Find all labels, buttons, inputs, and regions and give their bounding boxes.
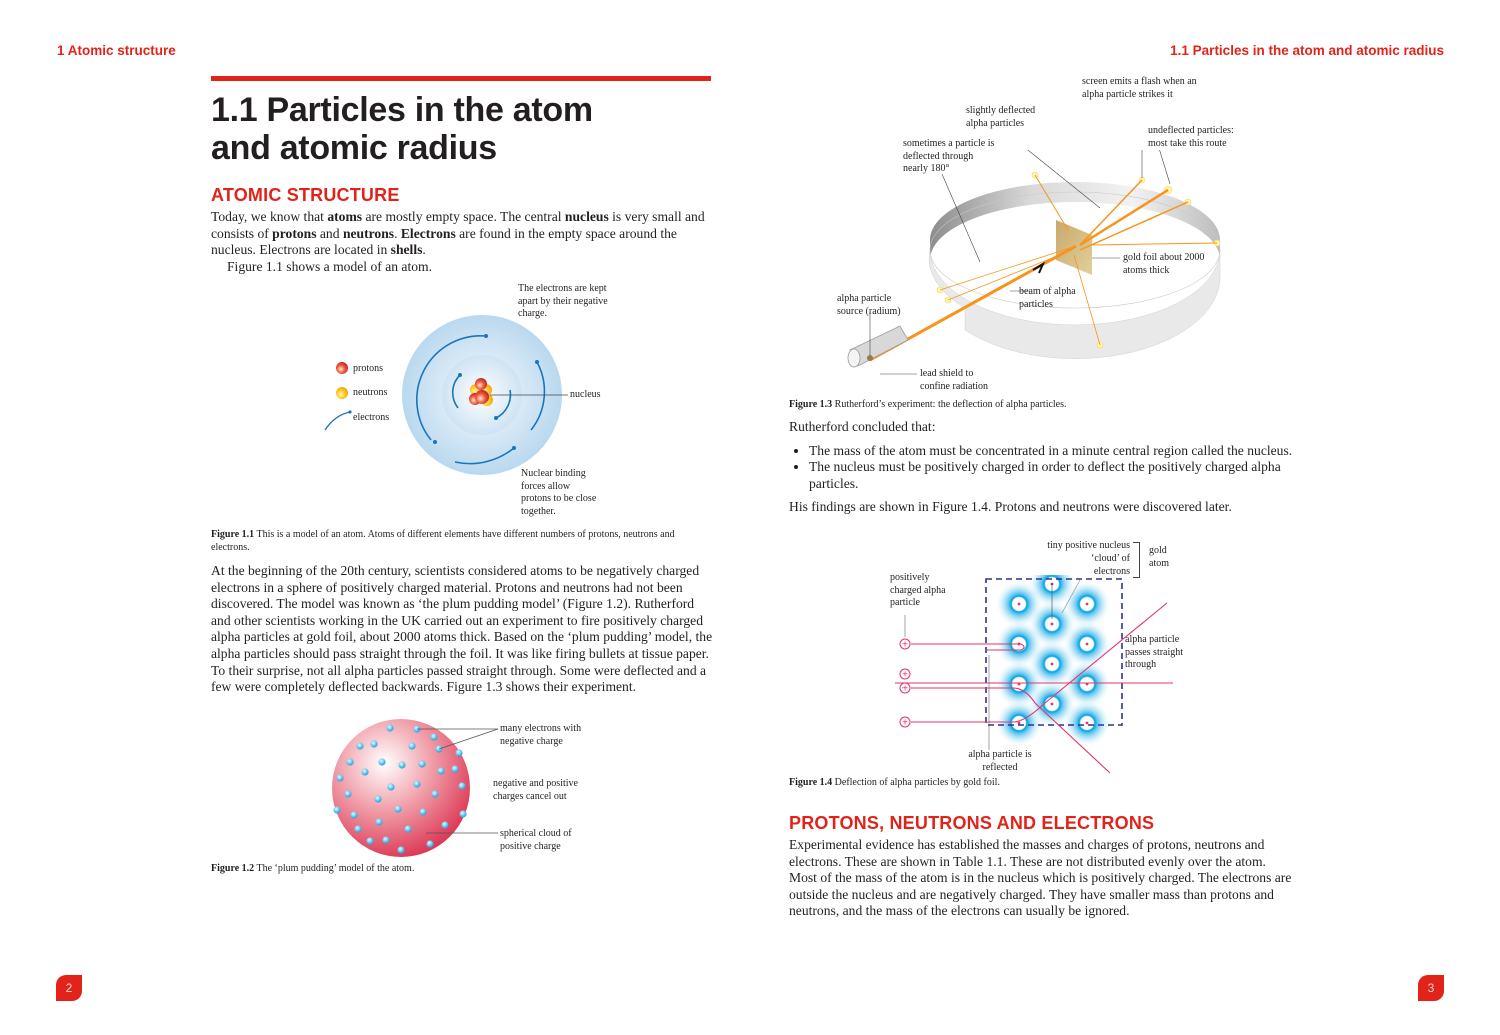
- figure-1-2-plum-pudding-diagram: [320, 712, 500, 862]
- label-source: alpha particle source (radium): [837, 293, 901, 317]
- radium-source: [867, 355, 873, 361]
- caption-number: Figure 1.1: [211, 529, 255, 540]
- electron-dot: [397, 846, 404, 853]
- figure-1-1-caption: [211, 528, 711, 554]
- electron-dot: [430, 733, 437, 740]
- text: are found in the empty space around the nucleus. Electrons are located in: [211, 225, 677, 258]
- label-electron-cloud: ‘cloud’ of electrons: [1091, 553, 1130, 577]
- conclusion-item: • The nucleus must be positively charged in order to deflect the positively charged alpha particles.: [809, 459, 1299, 492]
- section-heading-atomic-structure: ATOMIC STRUCTURE: [211, 185, 400, 205]
- concluded-text: Rutherford concluded that:: [789, 419, 936, 434]
- electron-dot: [398, 761, 405, 768]
- label-alpha-particle: positively charged alpha particle: [890, 572, 946, 609]
- protons-paragraph: Experimental evidence has established the masses and charges of protons, neutrons and electrons. These are shown in Table 1.1. These are not distributed evenly over the atom. Most of the mass of the atom is in the nucleus which is positively charged. The electrons are outside the nucleus and are negatively charged. They have smaller mass than protons and neutrons, and the mass of the electrons can usually be ignored.: [789, 837, 1292, 919]
- electron: [484, 334, 488, 338]
- text: .: [394, 225, 401, 241]
- label-binding-forces: Nuclear binding forces allow protons to be close together.: [521, 468, 597, 517]
- electron-dot: [413, 780, 420, 787]
- gold-atom-bracket: [1133, 542, 1140, 578]
- label-deflected-180: sometimes a particle is deflected through nearly 180°: [903, 138, 995, 175]
- label-screen-flash: screen emits a flash when an alpha particle strikes it: [1082, 76, 1197, 100]
- electron-dot: [459, 810, 466, 817]
- plus-sign: +: [902, 669, 908, 681]
- positive-sphere: [332, 719, 470, 857]
- electron-dot: [370, 740, 377, 747]
- nucleus-dot: [1018, 722, 1021, 725]
- legend-electron-dot: [348, 410, 351, 413]
- electron-dot: [366, 837, 373, 844]
- intro-paragraph: [211, 209, 711, 275]
- caption-text: This is a model of an atom. Atoms of different elements have different numbers of protons, neutrons and electrons.: [211, 529, 675, 553]
- alpha-particles: [900, 639, 910, 729]
- term-protons: protons: [272, 225, 317, 241]
- page-title: [211, 91, 731, 167]
- electron-dot: [431, 790, 438, 797]
- caption-number: Figure 1.3: [789, 399, 833, 410]
- title-rule: [211, 76, 711, 81]
- electron-dot: [361, 768, 368, 775]
- label-tiny-nucleus: tiny positive nucleus: [1047, 540, 1130, 551]
- label-lead-shield: lead shield to confine radiation: [920, 368, 989, 392]
- legend-neutron-icon: [336, 387, 348, 399]
- electron: [458, 373, 462, 377]
- conclusion-item: • The mass of the atom must be concentrated in a minute central region called the nucleus.: [809, 443, 1299, 460]
- term-atoms: atoms: [327, 209, 363, 224]
- nucleus-dot: [1051, 663, 1054, 666]
- electron-dot: [426, 840, 433, 847]
- text: are mostly empty space. The central: [362, 209, 565, 224]
- text: Today, we know that: [211, 209, 328, 224]
- electron-dot: [382, 836, 389, 843]
- nucleus-dot: [1086, 643, 1089, 646]
- term-neutrons: neutrons: [342, 225, 395, 241]
- electron: [535, 360, 539, 364]
- label-charges-cancel: negative and positive charges cancel out: [493, 778, 578, 802]
- label-passes-through: alpha particle passes straight through: [1125, 634, 1184, 671]
- running-head-right: 1.1 Particles in the atom and atomic radius: [1170, 43, 1444, 58]
- label-nucleus: nucleus: [570, 389, 601, 400]
- plum-pudding-paragraph: At the beginning of the 20th century, scientists considered atoms to be negatively charged electrons in a sphere of positively charged material. Protons and neutrons had not been discovered. The model was known as ‘the plum pudding model’ (Figure 1.2). Rutherford and other scientists working in the UK carried out an experiment to fire positively charged alpha particles at gold foil, about 2000 atoms thick. Based on the ‘plum pudding’ model, the alpha particles should pass straight through the foil. It was like firing bullets at tissue paper. To their surprise, not all alpha particles passed straight through. Some were deflected and a few were completely deflected backwards. Figure 1.3 shows their experiment.: [211, 563, 713, 695]
- label-electrons-apart: The electrons are kept apart by their negative charge.: [518, 283, 608, 320]
- figure-1-3-caption: [789, 398, 1067, 411]
- nucleus-dot: [1086, 722, 1089, 725]
- electron: [494, 416, 498, 420]
- legend-electrons: electrons: [353, 412, 390, 423]
- figure-1-1-atom-diagram: [310, 280, 710, 520]
- electron-dot: [387, 783, 394, 790]
- electron-dot: [378, 758, 385, 765]
- electron-dot: [356, 742, 363, 749]
- caption-text: Rutherford’s experiment: the deflection of alpha particles.: [832, 399, 1067, 410]
- electron-dot: [374, 795, 381, 802]
- electron-dot: [418, 760, 425, 767]
- lead-shield: [848, 326, 908, 367]
- caption-text: Deflection of alpha particles by gold foil.: [832, 777, 1000, 788]
- label-gold-atom: gold atom: [1149, 545, 1169, 569]
- plus-sign: +: [902, 639, 908, 651]
- section-heading-protons-neutrons-electrons: PROTONS, NEUTRONS AND ELECTRONS: [789, 813, 1155, 833]
- legend-electron-icon: [325, 412, 350, 430]
- electron-dot: [451, 765, 458, 772]
- text: is very small and consists of: [211, 209, 705, 241]
- intro-indent-line: Figure 1.1 shows a model of an atom.: [227, 258, 433, 274]
- legend-protons: protons: [353, 363, 383, 374]
- text: .: [422, 242, 426, 258]
- electron-dot: [408, 742, 415, 749]
- electron-dot: [333, 806, 340, 813]
- nucleus-dot: [1051, 623, 1054, 626]
- electron-dot: [394, 805, 401, 812]
- electron-dot: [350, 811, 357, 818]
- label-beam: beam of alpha particles: [1019, 286, 1076, 310]
- term-nucleus: nucleus: [564, 209, 609, 224]
- conclusion-list: [789, 443, 1299, 493]
- label-gold-foil: gold foil about 2000 atoms thick: [1123, 252, 1205, 276]
- title-line-2: and atomic radius: [211, 129, 497, 167]
- text: and: [316, 225, 343, 241]
- running-head-left: 1 Atomic structure: [57, 43, 176, 58]
- label-slightly-deflected: slightly deflected alpha particles: [966, 105, 1036, 129]
- figure-1-4-caption: [789, 776, 1000, 789]
- nucleus-dot: [1086, 603, 1089, 606]
- plus-sign: +: [902, 717, 908, 729]
- label-reflected: alpha particle is reflected: [968, 749, 1032, 773]
- figure-1-2-caption: [211, 862, 414, 875]
- electron-dot: [336, 774, 343, 781]
- electron-dot: [375, 818, 382, 825]
- caption-number: Figure 1.4: [789, 777, 833, 788]
- term-shells: shells: [390, 242, 423, 258]
- page-number-right: 3: [1418, 975, 1444, 1001]
- electron-dot: [458, 782, 465, 789]
- label-undeflected: undeflected particles: most take this route: [1148, 125, 1234, 149]
- label-spherical-cloud: spherical cloud of positive charge: [500, 828, 572, 852]
- nucleus-dot: [1018, 603, 1021, 606]
- electron-dot: [346, 758, 353, 765]
- term-electrons: Electrons: [400, 225, 456, 241]
- plus-sign: +: [902, 683, 908, 695]
- page-number-left: 2: [56, 975, 82, 1001]
- label-many-electrons: many electrons with negative charge: [500, 723, 582, 747]
- electron-dot: [386, 724, 393, 731]
- conclusion-block: [789, 419, 1299, 516]
- electron-dot: [404, 825, 411, 832]
- caption-number: Figure 1.2: [211, 863, 255, 874]
- electron-dot: [354, 825, 361, 832]
- legend-neutrons: neutrons: [353, 387, 388, 398]
- electron-dot: [437, 767, 444, 774]
- electron: [512, 446, 516, 450]
- electron-dot: [344, 790, 351, 797]
- electron-dot: [455, 749, 462, 756]
- electron: [433, 440, 437, 444]
- electron-dot: [419, 808, 426, 815]
- electron-dot: [441, 821, 448, 828]
- caption-text: The ‘plum pudding’ model of the atom.: [254, 863, 415, 874]
- title-line-1: 1.1 Particles in the atom: [211, 91, 593, 129]
- findings-text: His findings are shown in Figure 1.4. Protons and neutrons were discovered later.: [789, 499, 1232, 515]
- nucleus-dot: [1051, 703, 1054, 706]
- legend-proton-icon: [336, 362, 348, 374]
